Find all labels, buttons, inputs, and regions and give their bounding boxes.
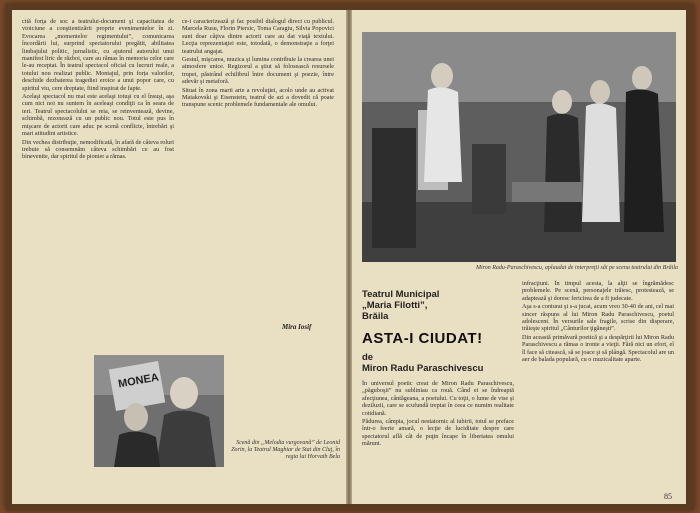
right-text-column-1 [362,380,514,498]
paragraph: Din această primăvară poetică şi a despărţirii lui Miron Radu Paraschivescu a rămas o ironie a vieţii. Fără nici un efort, el îl face să citească, să se joace şi să plângă. Spectacolul are un aer de balada populară, cu o muzicalitate aparte. [522,333,674,364]
page-number: 85 [664,492,672,501]
play-title: ASTA-I CIUDAT! [362,330,483,347]
play-author [362,352,512,374]
paragraph: cită forţa de soc a teatrului-document şi capacitatea de vioiciune a conştientizării proprie evenimentelor în zi. Evocarea „momentelor regimentului”, comunicarea încordării lui, surprind spectatorului pregătit, abilitatea limbajului politic, jurnalistic, cu ajutorul autorului unui manifest liric de război, care au rămas în memoria celor care le-au receptat. În teatrul spectacol oficial cu lucruri reale, a totului nou realizat public. Montajul, prin forța valorilor, deschide dezbaterea tragediei eroice a unui popor care, cu spiritul viu, cere dreptate, fiind inspirat de fapte. [22,18,174,92]
author-name: Miron Radu Paraschivescu [362,363,484,374]
poster-text: MONEA [117,371,160,391]
paragraph: Din vechea distribuţie, nemodificată, în afară de câteva roluri trebuie să consemnăm câteva schimbări ce au fost binevenite, dar spiritul de pionier a rămas. [22,138,174,161]
right-page [352,10,686,504]
paragraph: Acelaşi spectacol nu mai este acelaşi totuşi cu el însuşi, aşa cum nici noi nu suntem în aceleaşi condiţii ca în seara de ieri. Teatrul spectacolului se reia, se reinventează, devine, schimbă, rezonează cu un public nou. Totul este pus în mişcare de actorii care aduc pe scenă conflicte, întrebări şi mari atitudini artistice. [22,93,174,138]
right-text-column-2 [522,280,674,492]
book-spread [6,4,694,510]
theatre-line: „Maria Filotti”, [362,300,428,311]
left-text-column-2 [182,18,334,318]
author-signature: Mira Iosif [282,323,312,331]
stage-photo-illustration [94,355,224,467]
scene-photo-melodia [94,355,224,467]
paragraph: În universul poetic creat de Miron Radu Paraschivescu, „păguboşii” nu subliniau ca rouă. Când ei se îndreaptă afecţiunea, cântăgeana, a poetului. Cu toţii, o lume de vise şi deziluzii, care se scufundă treptat în ceea ce numim realitate cotidiană. [362,380,514,417]
photo-caption-left: Scenă din „Melodia vurgovană” de Leonid Zorin, la Teatrul Maghiar de Stat din Cluj, în regia lui Horvath Bela [231,440,340,460]
paragraph: ce-i caracterizează şi fac posibil dialogul direct cu publicul. Marcela Rusu, Florin Piersic, Toma Caragiu, Silvia Popovici sunt doar câţiva dintre actorii care au dat viaţă textului. Lecţia reprezentaţiei este, totodată, o demonstraţie a forţei teatrului angajat. [182,18,334,55]
paragraph: Situat în zona marii arte a revoluţiei, acolo unde au activat Maiakovski şi Eisenstein, teatrul de azi a dovedit că poate transpune scenic problemele fundamentale ale omului. [182,86,334,109]
left-page [12,10,346,504]
theatre-line: Teatrul Municipal [362,289,440,300]
left-text-column-1 [22,18,174,340]
author-de: de [362,352,374,363]
paragraph: Aşa s-a conturat şi s-a jucat, acum vreo 30-40 de ani, cel mai sincer răspuns al lui Miron Radu Paraschivescu, poetul adolescent. În versurile sale fragile, scrise din disperare, trăieşte spiritul „Cânturilor ţigăneşti”. [522,303,674,333]
paragraph: Gestul, mişcarea, muzica şi lumina contribuie la crearea unei atmosfere unice. Regizorul a ştiut să folosească resursele trupei, păstrând echilibrul între document şi poezie, între adevăr şi metaforă. [182,56,334,86]
theatre-name [362,289,439,322]
theatre-line: Brăila [362,311,389,322]
photo-caption-right: Miron Radu-Paraschivescu, aplaudat de interpreţii săi pe scena teatrului din Brăila [475,265,678,271]
paragraph: Pădurea, câmpia, jocul nestatornic al iubirii, totul se preface într-o feerie amară, o lecţie de luciditate despre care spectatorul află cât de puţin încape în libertatea omului mărunt. [362,418,514,448]
scene-photo-braila [362,32,676,262]
paragraph: infracţiuni. În timpul acesta, la alţii se îngrămădesc problemele. Pe scenă, personajele trăiesc, protestează, se adaptează şi doresc fericirea de a fi judecate. [522,280,674,302]
stage-photo-illustration [362,32,676,262]
